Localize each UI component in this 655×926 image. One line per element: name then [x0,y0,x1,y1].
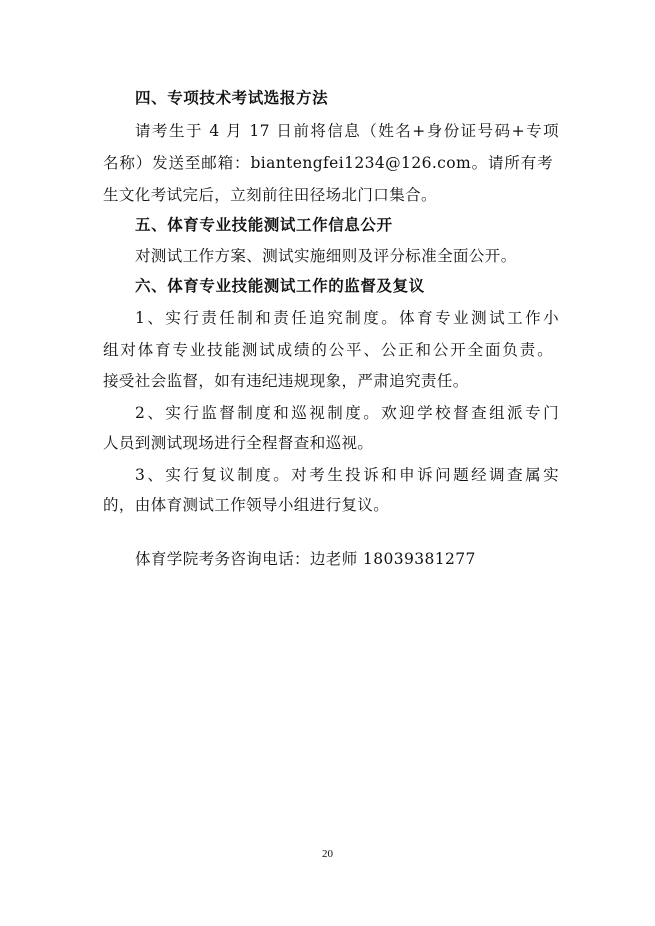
section-6-item-3-line-1: 3、实行复议制度。对考生投诉和申诉问题经调查属实 [135,466,559,484]
section-6-item-1-line-3: 接受社会监督，如有违纪违规现象，严肃追究责任。 [103,372,469,390]
section-6-heading: 六、体育专业技能测试工作的监督及复议 [135,277,425,295]
section-6-item-1-line-2: 组对体育专业技能测试成绩的公平、公正和公开全面负责。 [103,341,553,359]
page-number: 20 [322,848,333,860]
section-6-item-2-line-1: 2、实行监督制度和巡视制度。欢迎学校督查组派专门 [135,404,559,422]
section-6-item-1-line-1: 1、实行责任制和责任追究制度。体育专业测试工作小 [135,309,559,327]
section-4-heading: 四、专项技术考试选报方法 [135,89,329,107]
section-6-item-2-line-2: 人员到测试现场进行全程督查和巡视。 [103,434,374,452]
section-5-heading: 五、体育专业技能测试工作信息公开 [135,216,393,234]
contact-phone-line: 体育学院考务咨询电话：边老师 18039381277 [135,550,476,568]
section-4-line-3: 生文化考试完后，立刻前往田径场北门口集合。 [103,186,437,204]
section-5-line-1: 对测试工作方案、测试实施细则及评分标准全面公开。 [135,247,517,265]
section-6-item-3-line-2: 的，由体育测试工作领导小组进行复议。 [103,496,390,514]
section-4-line-1: 请考生于 4 月 17 日前将信息（姓名+身份证号码+专项 [135,122,559,140]
section-4-line-2: 名称）发送至邮箱：biantengfei1234@126.com。请所有考 [103,154,553,172]
